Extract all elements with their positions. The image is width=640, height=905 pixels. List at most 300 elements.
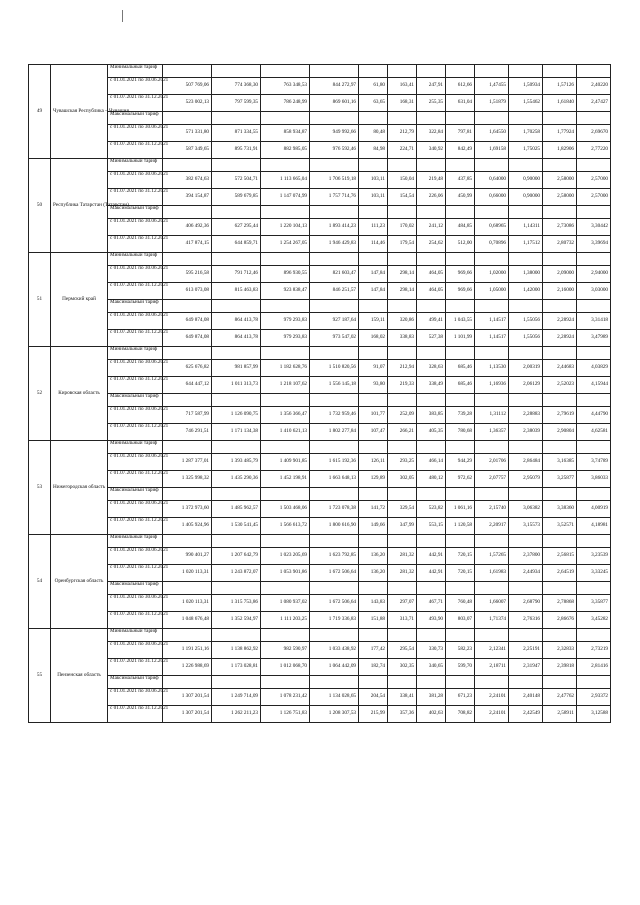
- tariff-value: [446, 676, 475, 689]
- tariff-value: 1 452 198,91: [261, 471, 310, 488]
- tariff-value: [261, 582, 310, 595]
- tariff-value: 168,31: [388, 95, 417, 112]
- tariff-value: [388, 441, 417, 454]
- tariff-value: 1 510 820,56: [310, 360, 359, 377]
- period-label: с 01.01.2021 по 30.06.2021: [108, 125, 163, 142]
- tariff-value: [417, 488, 446, 501]
- tariff-value: 147,84: [359, 266, 388, 283]
- table-row: [29, 236, 611, 253]
- tariff-value: 266,21: [388, 424, 417, 441]
- tariff-value: 464,05: [417, 266, 446, 283]
- tariff-value: [359, 582, 388, 595]
- tariff-value: [388, 582, 417, 595]
- tariff-value: 797 599,35: [212, 95, 261, 112]
- tariff-value: 1 120,58: [446, 518, 475, 535]
- tariff-value: [417, 441, 446, 454]
- tariff-table: [28, 64, 611, 723]
- tariff-value: 3,38360: [543, 501, 577, 518]
- tariff-value: 212,79: [388, 125, 417, 142]
- tariff-value: [212, 394, 261, 407]
- table-row: [29, 266, 611, 283]
- tariff-value: 141,72: [359, 501, 388, 518]
- tariff-value: 1 064 442,09: [310, 659, 359, 676]
- tariff-value: 739,28: [446, 407, 475, 424]
- tariff-value: 2,25191: [509, 642, 543, 659]
- tariff-value: 746 291,51: [163, 424, 212, 441]
- tariff-value: 895 731,91: [212, 142, 261, 159]
- table-row: [29, 535, 611, 548]
- tariff-value: 1 723 078,38: [310, 501, 359, 518]
- tariff-value: 1 173 028,81: [212, 659, 261, 676]
- tariff-value: 1 485 962,57: [212, 501, 261, 518]
- tariff-value: [509, 441, 543, 454]
- tariff-value: [212, 582, 261, 595]
- tariff-value: 480,12: [417, 471, 446, 488]
- tariff-value: 791 712,46: [212, 266, 261, 283]
- tariff-value: 2,52023: [543, 377, 577, 394]
- row-number: 54: [29, 535, 51, 629]
- tariff-value: 80,48: [359, 125, 388, 142]
- tariff-value: 1 325 998,32: [163, 471, 212, 488]
- region-name: Пензенская область: [51, 629, 108, 723]
- table-row: [29, 629, 611, 642]
- period-label: с 01.07.2021 по 31.12.2021: [108, 283, 163, 300]
- tariff-value: 0,66000: [475, 189, 509, 206]
- tariff-value: [359, 488, 388, 501]
- tariff-value: [261, 394, 310, 407]
- period-label: с 01.07.2021 по 31.12.2021: [108, 612, 163, 629]
- tariff-value: 254,62: [417, 236, 446, 253]
- tariff-value: [163, 65, 212, 78]
- tariff-value: 2,68790: [509, 595, 543, 612]
- tariff-value: 129,89: [359, 471, 388, 488]
- period-label: Максимальный тариф: [108, 582, 163, 595]
- tariff-value: 1,31112: [475, 407, 509, 424]
- period-label: Минимальный тариф: [108, 629, 163, 642]
- tariff-value: [417, 582, 446, 595]
- tariff-value: 1 012 068,70: [261, 659, 310, 676]
- tariff-value: [310, 206, 359, 219]
- tariff-value: [359, 394, 388, 407]
- tariff-value: 2,58000: [543, 172, 577, 189]
- tariff-value: 1 405 924,96: [163, 518, 212, 535]
- tariff-value: 786 248,99: [261, 95, 310, 112]
- tariff-table-body: [29, 65, 611, 723]
- tariff-value: [261, 441, 310, 454]
- table-row: [29, 313, 611, 330]
- table-row: [29, 330, 611, 347]
- period-label: с 01.01.2021 по 30.06.2021: [108, 689, 163, 706]
- tariff-value: 107,47: [359, 424, 388, 441]
- period-label: с 01.01.2021 по 30.06.2021: [108, 501, 163, 518]
- tariff-value: [417, 253, 446, 266]
- table-row: [29, 112, 611, 125]
- table-row: [29, 488, 611, 501]
- tariff-value: 2,06129: [509, 377, 543, 394]
- tariff-value: 644 447,12: [163, 377, 212, 394]
- tariff-value: [509, 112, 543, 125]
- region-name: Кировская область: [51, 347, 108, 441]
- tariff-value: [417, 347, 446, 360]
- tariff-value: 1 719 336,83: [310, 612, 359, 629]
- tariff-value: 582,23: [446, 642, 475, 659]
- table-row: [29, 471, 611, 488]
- tariff-value: [509, 253, 543, 266]
- tariff-value: [543, 488, 577, 501]
- tariff-value: 1 254 267,05: [261, 236, 310, 253]
- tariff-value: 204,54: [359, 689, 388, 706]
- tariff-value: [163, 488, 212, 501]
- tariff-value: 1,47455: [475, 78, 509, 95]
- tariff-value: [261, 159, 310, 172]
- period-label: Максимальный тариф: [108, 676, 163, 689]
- tariff-value: 328,63: [417, 360, 446, 377]
- period-label: с 01.07.2021 по 31.12.2021: [108, 565, 163, 582]
- tariff-value: [212, 253, 261, 266]
- tariff-value: 1 101,99: [446, 330, 475, 347]
- tariff-value: 2,24101: [475, 706, 509, 723]
- tariff-value: 224,71: [388, 142, 417, 159]
- tariff-value: 599,70: [446, 659, 475, 676]
- table-row: [29, 78, 611, 95]
- table-row: [29, 642, 611, 659]
- tariff-value: 417 874,15: [163, 236, 212, 253]
- tariff-value: 347,99: [388, 518, 417, 535]
- tariff-value: [388, 488, 417, 501]
- tariff-value: 2,28924: [543, 313, 577, 330]
- tariff-value: 1 287 377,01: [163, 454, 212, 471]
- tariff-value: 815 463,83: [212, 283, 261, 300]
- tariff-value: [446, 394, 475, 407]
- tariff-value: 3,25877: [543, 471, 577, 488]
- tariff-value: 383,85: [417, 407, 446, 424]
- tariff-value: [212, 112, 261, 125]
- tariff-value: 3,06382: [509, 501, 543, 518]
- tariff-value: 571 331,80: [163, 125, 212, 142]
- tariff-value: 1 672 506,64: [310, 565, 359, 582]
- tariff-value: 523 002,13: [163, 95, 212, 112]
- tariff-value: [359, 65, 388, 78]
- tariff-value: 944,29: [446, 454, 475, 471]
- tariff-value: 63,65: [359, 95, 388, 112]
- tariff-value: 3,30442: [577, 219, 611, 236]
- tariff-value: 93,80: [359, 377, 388, 394]
- tariff-value: 1 249 714,09: [212, 689, 261, 706]
- tariff-value: 3,33245: [577, 565, 611, 582]
- tariff-value: 3,16385: [543, 454, 577, 471]
- period-label: Максимальный тариф: [108, 394, 163, 407]
- tariff-value: [388, 300, 417, 313]
- region-name: Пермский край: [51, 253, 108, 347]
- tariff-value: 177,42: [359, 642, 388, 659]
- tariff-value: [417, 394, 446, 407]
- tariff-value: 320,86: [388, 313, 417, 330]
- tariff-value: 1 615 192,36: [310, 454, 359, 471]
- tariff-value: [163, 535, 212, 548]
- tariff-value: 103,11: [359, 189, 388, 206]
- tariff-value: 3,15573: [509, 518, 543, 535]
- tariff-value: 4,15944: [577, 377, 611, 394]
- tariff-value: 3,39694: [577, 236, 611, 253]
- table-row: [29, 659, 611, 676]
- tariff-value: 4,00919: [577, 501, 611, 518]
- tariff-value: [543, 112, 577, 125]
- period-label: Максимальный тариф: [108, 206, 163, 219]
- tariff-value: 179,54: [388, 236, 417, 253]
- tariff-value: 182,74: [359, 659, 388, 676]
- tariff-value: 512,00: [446, 236, 475, 253]
- tariff-value: [163, 347, 212, 360]
- tariff-value: 91,07: [359, 360, 388, 377]
- tariff-value: [475, 206, 509, 219]
- region-name: Чувашская Республика – Чувашия: [51, 65, 108, 159]
- tariff-value: 406 492,36: [163, 219, 212, 236]
- tariff-value: [577, 676, 611, 689]
- tariff-value: [310, 347, 359, 360]
- table-row: [29, 394, 611, 407]
- tariff-value: 2,90804: [543, 424, 577, 441]
- tariff-value: [543, 65, 577, 78]
- tariff-value: [163, 394, 212, 407]
- tariff-value: 126,11: [359, 454, 388, 471]
- tariff-value: 1 307 201,54: [163, 706, 212, 723]
- tariff-value: 3,47989: [577, 330, 611, 347]
- tariff-value: [446, 441, 475, 454]
- tariff-value: 464,05: [417, 283, 446, 300]
- tariff-value: 613 073,08: [163, 283, 212, 300]
- period-label: Максимальный тариф: [108, 300, 163, 313]
- tariff-value: [509, 394, 543, 407]
- tariff-value: 1 946 429,83: [310, 236, 359, 253]
- tariff-value: 1 356 366,47: [261, 407, 310, 424]
- row-number: 53: [29, 441, 51, 535]
- tariff-value: 1 706 519,18: [310, 172, 359, 189]
- table-row: [29, 347, 611, 360]
- tariff-value: 2,15740: [475, 501, 509, 518]
- row-number: 52: [29, 347, 51, 441]
- table-row: [29, 612, 611, 629]
- tariff-value: [577, 159, 611, 172]
- tariff-value: [212, 535, 261, 548]
- tariff-value: 979 293,83: [261, 313, 310, 330]
- tariff-value: 631,04: [446, 95, 475, 112]
- tariff-value: 1 171 134,38: [212, 424, 261, 441]
- tariff-value: 1 080 937,02: [261, 595, 310, 612]
- tariff-value: 298,14: [388, 266, 417, 283]
- tariff-value: [509, 347, 543, 360]
- tariff-value: 2,57000: [577, 172, 611, 189]
- table-row: [29, 300, 611, 313]
- tariff-value: 2,31947: [509, 659, 543, 676]
- tariff-value: 2,47762: [543, 689, 577, 706]
- tariff-value: [543, 253, 577, 266]
- tariff-value: [388, 112, 417, 125]
- tariff-value: 1 207 642,79: [212, 548, 261, 565]
- tariff-value: 149,66: [359, 518, 388, 535]
- tariff-value: [310, 394, 359, 407]
- tariff-value: 797,81: [446, 125, 475, 142]
- tariff-value: 219,48: [417, 172, 446, 189]
- tariff-value: 2,93372: [577, 689, 611, 706]
- tariff-value: [577, 629, 611, 642]
- tariff-value: 1 220 104,13: [261, 219, 310, 236]
- period-label: с 01.07.2021 по 31.12.2021: [108, 142, 163, 159]
- tariff-value: 382 674,63: [163, 172, 212, 189]
- tariff-value: [388, 676, 417, 689]
- tariff-value: [310, 488, 359, 501]
- tariff-value: 0,90000: [509, 172, 543, 189]
- tariff-value: [388, 629, 417, 642]
- tariff-value: 2,40220: [577, 78, 611, 95]
- tariff-value: 4,44790: [577, 407, 611, 424]
- tariff-value: 1 800 616,90: [310, 518, 359, 535]
- row-number: 50: [29, 159, 51, 253]
- tariff-value: 101,77: [359, 407, 388, 424]
- tariff-value: [543, 676, 577, 689]
- tariff-value: 150,04: [388, 172, 417, 189]
- tariff-value: 1 262 211,23: [212, 706, 261, 723]
- tariff-value: 2,64519: [543, 565, 577, 582]
- tariff-value: 159,11: [359, 313, 388, 330]
- tariff-value: 1 243 872,07: [212, 565, 261, 582]
- tariff-value: 143,83: [359, 595, 388, 612]
- tariff-value: [543, 394, 577, 407]
- tariff-value: 1,55056: [509, 330, 543, 347]
- tariff-value: 442,91: [417, 548, 446, 565]
- tariff-value: 338,49: [417, 377, 446, 394]
- tariff-value: [543, 206, 577, 219]
- tariff-value: 1 033 438,92: [310, 642, 359, 659]
- tariff-value: 1 530 541,45: [212, 518, 261, 535]
- tariff-value: 1,55462: [509, 95, 543, 112]
- tariff-value: 553,15: [417, 518, 446, 535]
- table-row: [29, 595, 611, 612]
- tariff-value: [577, 253, 611, 266]
- tariff-value: 2,09000: [543, 266, 577, 283]
- period-label: с 01.07.2021 по 31.12.2021: [108, 236, 163, 253]
- tariff-value: 717 587,99: [163, 407, 212, 424]
- tariff-value: 2,58000: [543, 189, 577, 206]
- tariff-value: [509, 206, 543, 219]
- tariff-value: 2,20917: [475, 518, 509, 535]
- tariff-value: 3,86033: [577, 471, 611, 488]
- tariff-value: [310, 159, 359, 172]
- tariff-value: [261, 676, 310, 689]
- tariff-value: 1 182 628,76: [261, 360, 310, 377]
- tariff-value: 1 315 753,86: [212, 595, 261, 612]
- tariff-value: 2,73219: [577, 642, 611, 659]
- tariff-value: 2,28883: [509, 407, 543, 424]
- tariff-value: [359, 206, 388, 219]
- tariff-value: 147,84: [359, 283, 388, 300]
- tariff-value: 1,77924: [543, 125, 577, 142]
- tariff-value: [212, 159, 261, 172]
- tariff-value: 2,44934: [509, 565, 543, 582]
- tariff-value: 2,57000: [577, 189, 611, 206]
- tariff-value: 3,23539: [577, 548, 611, 565]
- tariff-value: [577, 582, 611, 595]
- tariff-value: [417, 206, 446, 219]
- tariff-value: 896 930,55: [261, 266, 310, 283]
- tariff-value: 215,99: [359, 706, 388, 723]
- tariff-value: 1 020 113,31: [163, 595, 212, 612]
- tariff-value: 979 293,83: [261, 330, 310, 347]
- tariff-value: [475, 488, 509, 501]
- tariff-value: 136,20: [359, 565, 388, 582]
- period-label: с 01.01.2021 по 30.06.2021: [108, 360, 163, 377]
- tariff-value: [212, 629, 261, 642]
- tariff-value: 2,56815: [543, 548, 577, 565]
- tariff-value: 298,14: [388, 283, 417, 300]
- tariff-value: 2,73086: [543, 219, 577, 236]
- tariff-value: [543, 159, 577, 172]
- tariff-value: 1,17512: [509, 236, 543, 253]
- tariff-value: 297,07: [388, 595, 417, 612]
- tariff-value: 219,33: [388, 377, 417, 394]
- tariff-value: 1,61840: [543, 95, 577, 112]
- tariff-value: 821 603,47: [310, 266, 359, 283]
- table-row: [29, 518, 611, 535]
- tariff-value: [310, 441, 359, 454]
- row-number: 49: [29, 65, 51, 159]
- tariff-value: [359, 535, 388, 548]
- tariff-value: 357,36: [388, 706, 417, 723]
- table-row: [29, 360, 611, 377]
- tariff-value: [446, 65, 475, 78]
- tariff-value: [577, 441, 611, 454]
- tariff-value: [543, 535, 577, 548]
- period-label: с 01.07.2021 по 31.12.2021: [108, 659, 163, 676]
- tariff-value: 0,68965: [475, 219, 509, 236]
- period-label: Минимальный тариф: [108, 347, 163, 360]
- tariff-value: 1,14517: [475, 313, 509, 330]
- tariff-value: [543, 347, 577, 360]
- tariff-value: [212, 347, 261, 360]
- tariff-value: [388, 347, 417, 360]
- table-row: [29, 219, 611, 236]
- tariff-value: 1,02000: [475, 266, 509, 283]
- tariff-value: [163, 676, 212, 689]
- tariff-value: 927 187,64: [310, 313, 359, 330]
- tariff-value: 1 503 468,06: [261, 501, 310, 518]
- tariff-value: 1 126 751,83: [261, 706, 310, 723]
- tariff-value: [446, 112, 475, 125]
- tariff-value: 976 592,46: [310, 142, 359, 159]
- tariff-value: [359, 676, 388, 689]
- tariff-value: 1 208 307,53: [310, 706, 359, 723]
- tariff-value: [475, 159, 509, 172]
- tariff-value: 2,01706: [475, 454, 509, 471]
- tariff-value: 2,78868: [543, 595, 577, 612]
- tariff-value: [261, 65, 310, 78]
- tariff-value: 2,95079: [509, 471, 543, 488]
- tariff-value: 1 191 251,16: [163, 642, 212, 659]
- tariff-value: 499,41: [417, 313, 446, 330]
- tariff-value: [310, 629, 359, 642]
- period-label: с 01.07.2021 по 31.12.2021: [108, 95, 163, 112]
- tariff-value: [475, 441, 509, 454]
- tariff-value: [475, 582, 509, 595]
- table-row: [29, 424, 611, 441]
- tariff-value: 1 053 901,86: [261, 565, 310, 582]
- tariff-value: 685,46: [446, 360, 475, 377]
- tariff-value: 1,66007: [475, 595, 509, 612]
- table-row: [29, 142, 611, 159]
- tariff-value: 1,55056: [509, 313, 543, 330]
- tariff-value: 466,14: [417, 454, 446, 471]
- tariff-value: 437,85: [446, 172, 475, 189]
- tariff-value: 972,62: [446, 471, 475, 488]
